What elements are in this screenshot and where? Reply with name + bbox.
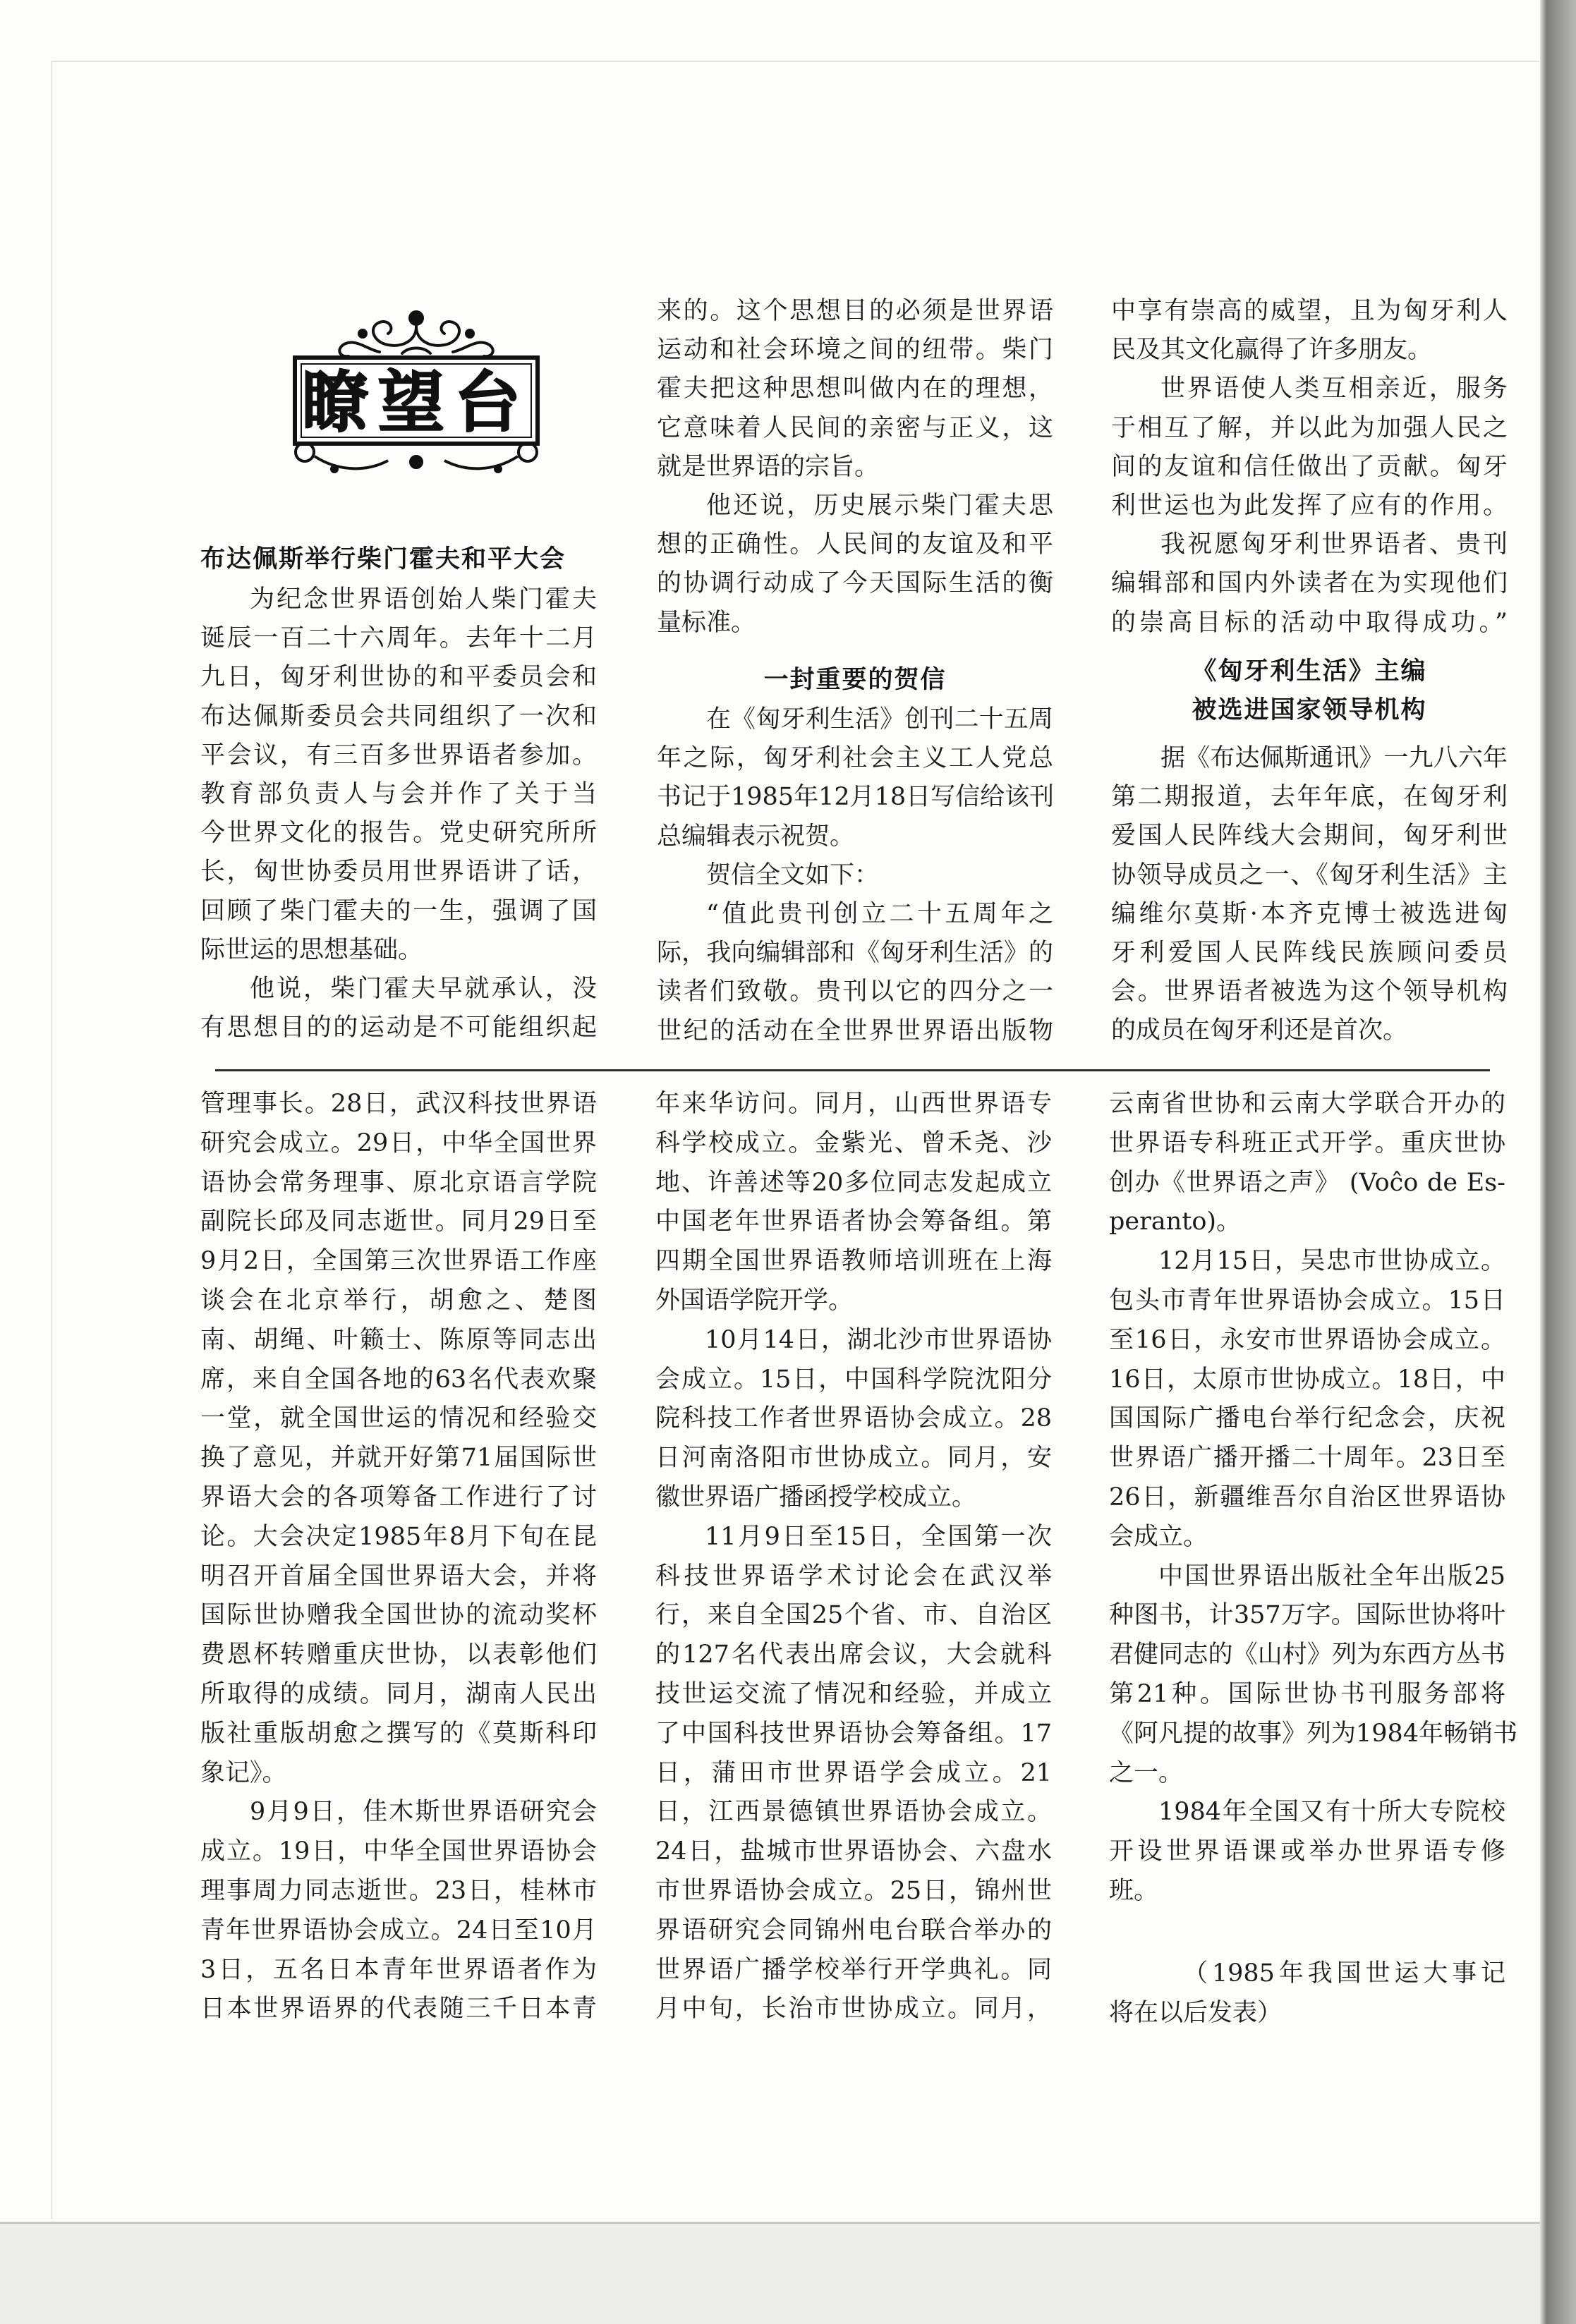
text-line: 南、胡绳、叶籁士、陈原等同志出 <box>200 1325 597 1354</box>
text-line: 徽世界语广播函授学校成立。 <box>655 1483 977 1511</box>
text-line: 民及其文化赢得了许多朋友。 <box>1111 336 1433 365</box>
text-line: 科学校成立。金紫光、曾禾尧、沙 <box>655 1128 1052 1157</box>
text-line: 席，来自全国各地的63名代表欢聚 <box>200 1365 597 1394</box>
text-line: 开设世界语课或举办世界语专修 <box>1109 1837 1505 1866</box>
text-line: 26日，新疆维吾尔自治区世界语协 <box>1109 1483 1505 1511</box>
text-line: 中享有崇高的威望，且为匈牙利人 <box>1111 297 1508 325</box>
text-line: 第21种。国际世协书刊服务部将 <box>1109 1679 1505 1708</box>
text-line: 技世运交流了情况和经验，并成立 <box>655 1679 1052 1708</box>
text-line: 他说，柴门霍夫早就承认，没 <box>250 974 597 1003</box>
text-line: 世界语专科班正式开学。重庆世协 <box>1109 1128 1505 1157</box>
text-line: 第二期报道，去年年底，在匈牙利 <box>1111 783 1508 812</box>
paper-edge-left <box>51 61 52 2219</box>
text-line: 日本世界语界的代表随三千日本青 <box>200 1995 597 2024</box>
text-line: 为纪念世界语创始人柴门霍夫 <box>250 585 597 614</box>
text-line: 24日，盐城市世界语协会、六盘水 <box>655 1837 1052 1866</box>
text-line: 日，蒲田市世界语学会成立。21 <box>655 1758 1052 1787</box>
text-line: 读者们致敬。贵刊以它的四分之一 <box>657 978 1053 1006</box>
article-heading-editor-elected-line-1: 《匈牙利生活》主编 <box>1192 657 1427 686</box>
article-heading-greeting-letter: 一封重要的贺信 <box>763 666 947 694</box>
text-line: 诞辰一百二十六周年。去年十二月 <box>200 624 597 653</box>
top-column-1 <box>200 580 597 1047</box>
text-line: 所取得的成绩。同月，湖南人民出 <box>200 1679 597 1708</box>
article-heading-peace-congress: 布达佩斯举行柴门霍夫和平大会 <box>200 545 566 573</box>
text-line: 谈会在北京举行，胡愈之、楚图 <box>200 1286 597 1315</box>
text-line: 量标准。 <box>657 608 756 637</box>
text-line: 九日，匈牙利世协的和平委员会和 <box>200 663 597 692</box>
text-line: （1985年我国世运大事记 <box>1183 1959 1505 1988</box>
text-line: 9月2日，全国第三次世界语工作座 <box>200 1247 597 1276</box>
text-line: 9月9日，佳木斯世界语研究会 <box>250 1798 597 1827</box>
text-line: 有思想目的的运动是不可能组织起 <box>200 1014 597 1042</box>
paper-edge-top <box>51 61 1539 62</box>
editor-note <box>1109 1954 1505 2033</box>
text-line: 1984年全国又有十所大专院校 <box>1158 1798 1505 1827</box>
text-line: 地、许善述等20多位同志发起成立 <box>655 1168 1052 1197</box>
text-line: 中国老年世界语者协会筹备组。第 <box>655 1207 1052 1236</box>
text-line: 国际世协赠我全国世协的流动奖杯 <box>200 1601 597 1630</box>
text-line: 版社重版胡愈之撰写的《莫斯科印 <box>200 1719 597 1748</box>
text-line: 四期全国世界语教师培训班在上海 <box>655 1247 1052 1276</box>
text-line: 年来华访问。同月，山西世界语专 <box>655 1090 1052 1118</box>
text-line: 世界语广播开播二十周年。23日至 <box>1109 1444 1505 1473</box>
text-line: 编辑部和国内外读者在为实现他们 <box>1111 569 1508 598</box>
text-line: 院科技工作者世界语协会成立。28 <box>655 1404 1052 1433</box>
text-line: 界语大会的各项筹备工作进行了讨 <box>200 1483 597 1511</box>
text-line: peranto)。 <box>1109 1207 1242 1236</box>
text-line: 协领导成员之一、《匈牙利生活》主 <box>1111 860 1508 889</box>
text-line: 年之际，匈牙利社会主义工人党总 <box>657 744 1053 773</box>
text-line: 管理事长。28日，武汉科技世界语 <box>200 1090 597 1118</box>
text-line: 编维尔莫斯·本齐克博士被选进匈 <box>1111 899 1508 928</box>
article-heading-editor-elected-line-2: 被选进国家领导机构 <box>1192 696 1427 724</box>
text-line: 副院长邱及同志逝世。同月29日至 <box>200 1207 597 1236</box>
paper-edge-bottom <box>0 2222 1540 2324</box>
text-line: 今世界文化的报告。党史研究所所 <box>200 819 597 848</box>
bottom-column-3 <box>1109 1085 1518 1911</box>
text-line: 会。世界语者被选为这个领导机构 <box>1111 978 1508 1006</box>
text-line: 就是世界语的宗旨。 <box>657 452 880 481</box>
text-line: 于相互了解，并以此为加强人民之 <box>1111 413 1508 442</box>
text-line: 11月9日至15日，全国第一次 <box>705 1522 1052 1551</box>
text-line: 爱国人民阵线大会期间，匈牙利世 <box>1111 822 1508 851</box>
text-line: 12月15日，吴忠市世协成立。 <box>1158 1247 1505 1276</box>
text-line: 市世界语协会成立。25日，锦州世 <box>655 1876 1052 1905</box>
text-line: 换了意见，并就开好第71届国际世 <box>200 1444 597 1473</box>
text-line: 《阿凡提的故事》列为1984年畅销书 <box>1109 1719 1518 1748</box>
text-line: 的协调行动成了今天国际生活的衡 <box>657 569 1053 598</box>
text-line: 云南省世协和云南大学联合开办的 <box>1109 1090 1505 1118</box>
text-line: 费恩杯转赠重庆世协，以表彰他们 <box>200 1641 597 1669</box>
text-line: 科技世界语学术讨论会在武汉举 <box>655 1562 1052 1590</box>
text-line: 平会议，有三百多世界语者参加。 <box>200 741 597 769</box>
text-line: 青年世界语协会成立。24日至10月 <box>200 1916 597 1945</box>
text-line: 世界语使人类互相亲近，服务 <box>1160 375 1508 403</box>
text-line: 会成立。15日，中国科学院沈阳分 <box>655 1365 1052 1394</box>
text-line: 据《布达佩斯通讯》一九八六年 <box>1160 744 1508 772</box>
text-line: 包头市青年世界语协会成立。15日 <box>1109 1286 1505 1315</box>
text-line: 10月14日，湖北沙市世界语协 <box>705 1325 1052 1354</box>
text-line: 牙利爱国人民阵线民族顾问委员 <box>1111 938 1508 967</box>
text-line: 了中国科技世界语协会筹备组。17 <box>655 1719 1052 1748</box>
text-line: 成立。19日，中华全国世界语协会 <box>200 1837 597 1866</box>
text-line: 将在以后发表） <box>1109 1998 1283 2027</box>
logo-ornament-bottom <box>296 443 537 472</box>
bottom-column-1 <box>200 1085 597 2029</box>
text-line: 至16日，永安市世界语协会成立。 <box>1109 1325 1505 1354</box>
text-line: “值此贵刊创立二十五周年之 <box>706 899 1053 928</box>
text-line: 的崇高目标的活动中取得成功。” <box>1111 608 1508 637</box>
text-line: 象记》。 <box>200 1758 287 1787</box>
text-line: 会成立。 <box>1109 1522 1208 1551</box>
text-line: 它意味着人民间的亲密与正义，这 <box>657 413 1053 442</box>
text-line: 总编辑表示祝贺。 <box>657 822 855 851</box>
text-line: 来的。这个思想目的必须是世界语 <box>657 297 1053 325</box>
text-line: 行，来自全国25个省、市、自治区 <box>655 1601 1052 1630</box>
text-line: 布达佩斯委员会共同组织了一次和 <box>200 702 597 731</box>
text-line: 运动和社会环境之间的纽带。柴门 <box>657 336 1053 365</box>
binding-shadow <box>1540 0 1576 2324</box>
top-column-3-part-a <box>1111 292 1508 643</box>
logo-ornament-top <box>339 312 492 356</box>
text-line: 明召开首届全国世界语大会，并将 <box>200 1562 597 1590</box>
text-line: 界语研究会同锦州电台联合举办的 <box>655 1916 1052 1945</box>
text-line: 霍夫把这种思想叫做内在的理想， <box>657 375 1053 403</box>
text-line: 际世运的思想基础。 <box>200 935 423 964</box>
text-line: 创办《世界语之声》 (Voĉo de Es- <box>1109 1168 1505 1197</box>
text-line: 间的友谊和信任做出了贡献。匈牙 <box>1111 452 1508 481</box>
text-line: 研究会成立。29日，中华全国世界 <box>200 1128 597 1157</box>
text-line: 世界语广播学校举行开学典礼。同 <box>655 1955 1052 1984</box>
text-line: 种图书，计357万字。国际世协将叶 <box>1109 1601 1505 1630</box>
text-line: 语协会常务理事、原北京语言学院 <box>200 1168 597 1197</box>
text-line: 世纪的活动在全世界世界语出版物 <box>657 1016 1053 1045</box>
text-line: 月中旬，长治市世协成立。同月， <box>655 1995 1052 2024</box>
text-line: 书记于1985年12月18日写信给该刊 <box>657 783 1055 812</box>
text-line: 日，江西景德镇世界语协会成立。 <box>655 1798 1052 1827</box>
text-line: 想的正确性。人民间的友谊及和平 <box>657 530 1053 559</box>
text-line: 中国世界语出版社全年出版25 <box>1158 1562 1505 1590</box>
text-line: 教育部负责人与会并作了关于当 <box>200 779 597 808</box>
text-line: 长，匈世协委员用世界语讲了话， <box>200 858 597 887</box>
section-divider <box>215 1069 1490 1071</box>
text-line: 贺信全文如下： <box>706 860 880 889</box>
text-line: 之一。 <box>1109 1758 1184 1787</box>
top-column-2-part-b <box>657 700 1053 1051</box>
text-line: 班。 <box>1109 1876 1159 1905</box>
text-line: 君健同志的《山村》列为东西方丛书 <box>1109 1641 1505 1669</box>
text-line: 16日，太原市世协成立。18日，中 <box>1109 1365 1505 1394</box>
text-line: 一堂，就全国世运的情况和经验交 <box>200 1404 597 1433</box>
text-line: 理事周力同志逝世。23日，桂林市 <box>200 1876 597 1905</box>
column-logo <box>289 305 543 477</box>
text-line: 我祝愿匈牙利世界语者、贵刊 <box>1160 530 1508 559</box>
text-line: 的127名代表出席会议，大会就科 <box>655 1641 1052 1669</box>
top-column-2-part-a <box>657 292 1053 643</box>
bottom-column-2 <box>655 1085 1052 2029</box>
text-line: 他还说，历史展示柴门霍夫思 <box>706 491 1053 520</box>
text-line: 的成员在匈牙利还是首次。 <box>1111 1016 1408 1045</box>
text-line: 回顾了柴门霍夫的一生，强调了国 <box>200 896 597 925</box>
text-line: 国国际广播电台举行纪念会，庆祝 <box>1109 1404 1505 1433</box>
text-line: 3日，五名日本青年世界语者作为 <box>200 1955 597 1984</box>
text-line: 论。大会决定1985年8月下旬在昆 <box>200 1522 597 1551</box>
text-line: 日河南洛阳市世协成立。同月，安 <box>655 1444 1052 1473</box>
text-line: 在《匈牙利生活》创刊二十五周 <box>706 705 1053 734</box>
logo-title: 瞭望台 <box>301 365 531 442</box>
text-line: 利世运也为此发挥了应有的作用。 <box>1111 491 1508 520</box>
text-line: 外国语学院开学。 <box>655 1286 854 1315</box>
text-line: 际，我向编辑部和《匈牙利生活》的 <box>657 939 1053 968</box>
top-column-3-part-b <box>1111 739 1508 1051</box>
column-logo-graphic <box>289 305 543 477</box>
